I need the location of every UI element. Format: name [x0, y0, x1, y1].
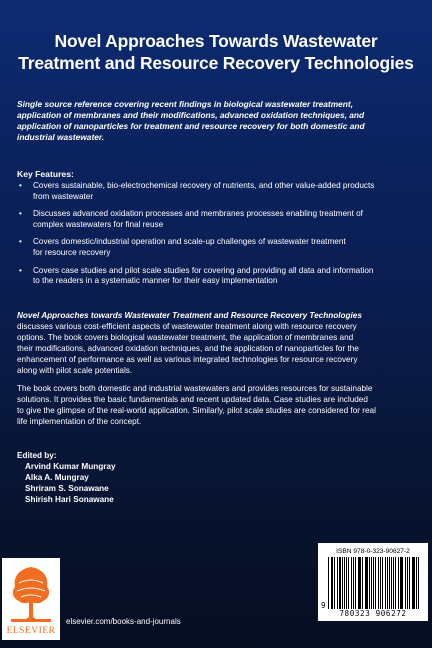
barcode-bar — [382, 557, 383, 609]
key-features-list — [17, 181, 417, 294]
barcode-bar — [353, 557, 354, 609]
paragraph-line: to give the glimpse of the real-world application. Similarly, pilot scale studies are considered for real — [17, 405, 376, 415]
barcode-bar — [378, 557, 380, 609]
feature-line: from wastewater — [33, 191, 94, 201]
feature-item — [17, 266, 417, 287]
barcode-bar — [385, 557, 386, 609]
editor-name: Alka A. Mungray — [25, 472, 89, 482]
barcode-bar — [395, 557, 396, 609]
editor-name: Shriram S. Sonawane — [25, 483, 109, 493]
bullet-icon: • — [19, 265, 22, 275]
barcode-bar — [366, 557, 367, 609]
paragraph-line: enhancement of performance as well as various integrated technologies for resource recovery — [17, 354, 358, 364]
barcode-bar — [373, 557, 374, 609]
feature-item — [17, 181, 417, 202]
paragraph-line: along with pilot scale potentials. — [17, 365, 133, 375]
intro-line: Single source reference covering recent findings in biological wastewater treatment, — [17, 99, 354, 109]
intro-line: application of membranes and their modifications, advanced oxidation techniques, and — [17, 110, 365, 120]
barcode-bar — [413, 557, 414, 609]
intro-line: industrial wastewater. — [17, 132, 105, 142]
barcode-bar — [346, 557, 347, 609]
elsevier-logo — [2, 558, 60, 640]
barcode-bar — [369, 557, 370, 609]
barcode-bar — [418, 557, 419, 609]
feature-line: Discusses advanced oxidation processes and membranes processes enabling treatment of — [33, 209, 363, 219]
publisher-url[interactable]: elsevier.com/books-and-journals — [66, 617, 181, 626]
barcode-bar — [351, 557, 352, 609]
barcode-bar — [362, 557, 363, 609]
paragraph-line: options. The book covers biological wastewater treatment, the application of membranes and — [17, 332, 354, 342]
feature-line: to the readers in a systematic manner for their easy implementation — [33, 276, 278, 286]
tree-emblem-icon — [5, 561, 57, 625]
intro-summary — [17, 99, 417, 143]
feature-item — [17, 209, 417, 230]
editor-name: Arvind Kumar Mungray — [25, 461, 116, 471]
feature-item — [17, 237, 417, 258]
barcode-bar — [400, 557, 401, 609]
barcode-bar — [389, 557, 390, 609]
feature-line: for resource recovery — [33, 247, 111, 257]
isbn-number: ISBN 978-0-323-90627-2 — [336, 548, 410, 555]
description-paragraph-2 — [17, 384, 417, 428]
barcode-bar — [365, 557, 366, 609]
barcode-bar — [412, 557, 413, 609]
paragraph-line: discusses various cost-efficient aspects of wastewater treatment along with resource recovery — [17, 321, 357, 331]
bullet-icon: • — [19, 237, 22, 247]
barcode-bar — [331, 557, 332, 609]
book-title-italic: Novel Approaches towards Wastewater Treatment and Resource Recovery Technologies — [17, 311, 362, 320]
barcode-bar — [328, 557, 329, 609]
barcode-bar — [409, 557, 410, 609]
feature-line: complex wastewaters for final reuse — [33, 219, 164, 229]
barcode-bar — [401, 557, 403, 609]
barcode-bar — [355, 557, 356, 609]
description-paragraph-1 — [17, 311, 417, 376]
paragraph-line: solutions. It provides the basic fundamentals and recent updated data. Case studies are included — [17, 394, 368, 404]
barcode-bar — [380, 557, 381, 609]
barcode-bar — [375, 557, 376, 609]
barcode-bar — [339, 557, 341, 609]
barcode-bar — [359, 557, 361, 609]
key-features-heading: Key Features: — [17, 169, 74, 179]
bullet-icon: • — [19, 209, 22, 219]
barcode-bar — [358, 557, 359, 609]
barcode-bar — [393, 557, 394, 609]
feature-line: Covers case studies and pilot scale studies for covering and providing all data and information — [33, 265, 374, 275]
barcode-bar — [405, 557, 406, 609]
editor-name: Shirish Hari Sonawane — [25, 494, 114, 504]
editors-block — [17, 451, 116, 506]
paragraph-line: their modifications, advanced oxidation techniques, and the application of nanoparticles for the — [17, 343, 359, 353]
bullet-icon: • — [19, 181, 22, 190]
paragraph-line: The book covers both domestic and industrial wastewaters and provides resources for sustainable — [17, 384, 373, 393]
intro-line: application of nanoparticles for treatment and resource recovery for both domestic and — [17, 121, 365, 131]
feature-line: Covers domestic/industrial operation and scale-up challenges of wastewater treatment — [33, 237, 346, 247]
feature-line: Covers sustainable, bio-electrochemical recovery of nutrients, and other value-added products — [33, 181, 375, 190]
barcode-bar — [371, 557, 372, 609]
paragraph-line: life implementation of the concept. — [17, 416, 142, 426]
title-line-2: Treatment and Resource Recovery Technologies — [18, 53, 414, 73]
barcode-digits: 780323 906272 — [339, 609, 407, 618]
barcode-bar — [337, 557, 338, 609]
barcode-bar — [407, 557, 408, 609]
barcode-first-digit: 9 — [321, 601, 326, 610]
barcode-bar — [416, 557, 417, 609]
isbn-barcode — [318, 543, 428, 621]
barcode-bar — [387, 557, 388, 609]
barcode-bars — [328, 557, 420, 609]
barcode-bar — [332, 557, 333, 609]
title-line-1: Novel Approaches Towards Wastewater — [54, 31, 378, 51]
barcode-bar — [398, 557, 399, 609]
barcode-bar — [342, 557, 343, 609]
barcode-bar — [334, 557, 335, 609]
book-title — [0, 30, 432, 74]
barcode-bar — [348, 557, 349, 609]
logo-wordmark: ELSEVIER — [6, 626, 56, 636]
barcode-bar — [344, 557, 345, 609]
barcode-bar — [391, 557, 392, 609]
editors-heading: Edited by: — [17, 451, 57, 460]
